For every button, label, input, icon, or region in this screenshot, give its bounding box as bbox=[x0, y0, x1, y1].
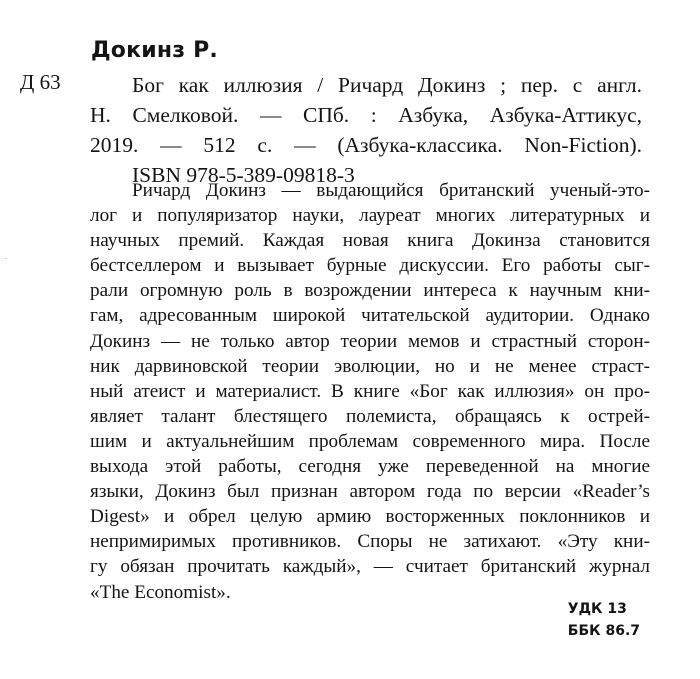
annotation-line: «The Economist». bbox=[90, 581, 231, 603]
annotation-line: научных премий. Каждая новая книга Докинза становится bbox=[90, 230, 650, 252]
annotation-line: непримиримых противников. Споры не затихают. «Эту кни- bbox=[90, 531, 650, 553]
bibliographic-description bbox=[90, 70, 642, 190]
classification-codes bbox=[568, 598, 640, 642]
annotation-line: Digest» и обрел целую армию восторженных поклонников и bbox=[90, 506, 650, 528]
annotation-line: бестселлером и вызывает бурные дискуссии. Его работы сыг- bbox=[90, 255, 650, 277]
shelfmark-code: Д 63 bbox=[20, 70, 61, 94]
annotation-line: ник дарвиновской теории эволюции, но и не менее страст- bbox=[90, 355, 650, 377]
annotation-line: Ричард Докинз — выдающийся британский ученый-это- bbox=[132, 180, 650, 201]
annotation-line: лог и популяризатор науки, лауреат многих литературных и bbox=[90, 205, 650, 227]
annotation-line: гу обязан прочитать каждый», — считает британский журнал bbox=[90, 556, 650, 578]
annotation-line: языки, Докинз был признан автором года по версии «Reader’s bbox=[90, 481, 650, 503]
author-heading: Докинз Р. bbox=[91, 38, 218, 63]
annotation-line: рали огромную роль в возрождении интереса к научным кни- bbox=[90, 280, 650, 302]
annotation-text bbox=[90, 178, 650, 605]
annotation-line: являет талант блестящего полемиста, обращаясь к острей- bbox=[90, 405, 650, 427]
annotation-line: гам, адресованным широкой читательской аудитории. Однако bbox=[90, 305, 650, 327]
annotation-line: ный атеист и материалист. В книге «Бог как иллюзия» он про- bbox=[90, 380, 650, 402]
annotation-line: Докинз — не только автор теории мемов и страстный сторон- bbox=[90, 330, 650, 352]
udk-code: УДК 13 bbox=[567, 601, 627, 617]
biblio-line: Бог как иллюзия / Ричард Докинз ; пер. с англ. bbox=[132, 73, 642, 97]
biblio-line: Н. Смелковой. — СПб. : Азбука, Азбука-Аттикус, bbox=[90, 103, 642, 127]
annotation-line: шим и актуальнейшим проблемам современного мира. После bbox=[90, 430, 650, 452]
isbn-line: ISBN 978-5-389-09818-3 bbox=[132, 163, 355, 187]
bbk-code: ББК 86.7 bbox=[567, 623, 640, 639]
scan-mark bbox=[4, 258, 7, 259]
biblio-line: 2019. — 512 с. — (Азбука-классика. Non-Fiction). bbox=[90, 133, 642, 157]
annotation-line: выхода этой работы, сегодня уже переведенной на многие bbox=[90, 456, 650, 478]
